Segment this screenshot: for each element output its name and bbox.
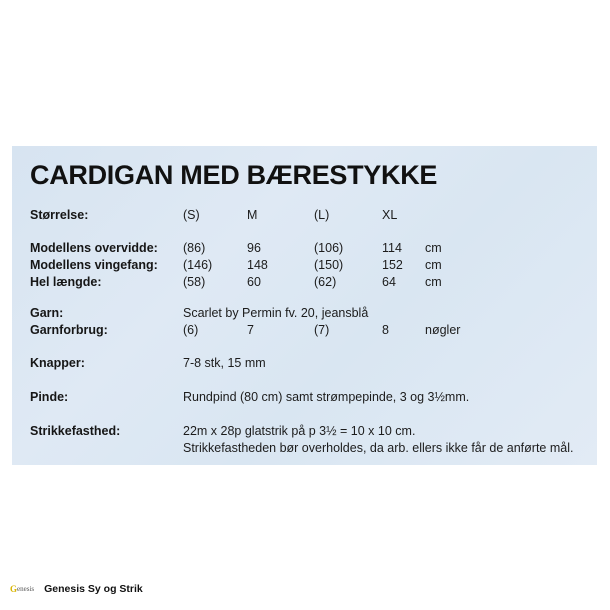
- measurement-value: (58): [183, 275, 206, 289]
- brand-name: Genesis Sy og Strik: [44, 583, 143, 595]
- yarn-usage-value: 8: [382, 323, 389, 337]
- sizes-label: Størrelse:: [30, 208, 89, 222]
- measurement-label: Modellens vingefang:: [30, 258, 158, 272]
- buttons-value: 7-8 stk, 15 mm: [183, 356, 266, 370]
- buttons-label: Knapper:: [30, 356, 85, 370]
- measurement-value: (86): [183, 241, 206, 255]
- needles-label: Pinde:: [30, 390, 69, 404]
- yarn-value: Scarlet by Permin fv. 20, jeansblå: [183, 306, 369, 320]
- pattern-title: CARDIGAN MED BÆRESTYKKE: [30, 160, 438, 190]
- measurement-value: (106): [314, 241, 344, 255]
- gauge-label: Strikkefasthed:: [30, 424, 121, 438]
- footer: [10, 583, 143, 595]
- yarn-usage-value: 7: [247, 323, 254, 337]
- gauge-line-1: 22m x 28p glatstrik på p 3½ = 10 x 10 cm.: [183, 424, 416, 438]
- measurement-value: 148: [247, 258, 268, 272]
- measurement-unit: cm: [425, 275, 442, 289]
- needles-value: Rundpind (80 cm) samt strømpepinde, 3 og 3½mm.: [183, 390, 470, 404]
- yarn-usage-value: (6): [183, 323, 199, 337]
- measurement-value: 96: [247, 241, 261, 255]
- size-m: M: [247, 208, 258, 222]
- size-s: (S): [183, 208, 200, 222]
- measurement-label: Modellens overvidde:: [30, 241, 158, 255]
- genesis-logo-icon: G enesis: [10, 584, 35, 594]
- measurement-value: 152: [382, 258, 403, 272]
- measurement-value: (150): [314, 258, 344, 272]
- measurement-unit: cm: [425, 258, 442, 272]
- yarn-usage-value: (7): [314, 323, 330, 337]
- yarn-usage-unit: nøgler: [425, 323, 461, 337]
- measurement-value: 60: [247, 275, 261, 289]
- yarn-label: Garn:: [30, 306, 64, 320]
- yarn-usage-label: Garnforbrug:: [30, 323, 108, 337]
- size-xl: XL: [382, 208, 398, 222]
- size-l: (L): [314, 208, 330, 222]
- measurement-label: Hel længde:: [30, 275, 102, 289]
- measurement-unit: cm: [425, 241, 442, 255]
- measurement-value: (146): [183, 258, 213, 272]
- measurement-value: (62): [314, 275, 337, 289]
- measurement-value: 64: [382, 275, 396, 289]
- measurement-value: 114: [382, 241, 402, 255]
- gauge-line-2: Strikkefastheden bør overholdes, da arb. ellers ikke får de anførte mål.: [183, 441, 574, 455]
